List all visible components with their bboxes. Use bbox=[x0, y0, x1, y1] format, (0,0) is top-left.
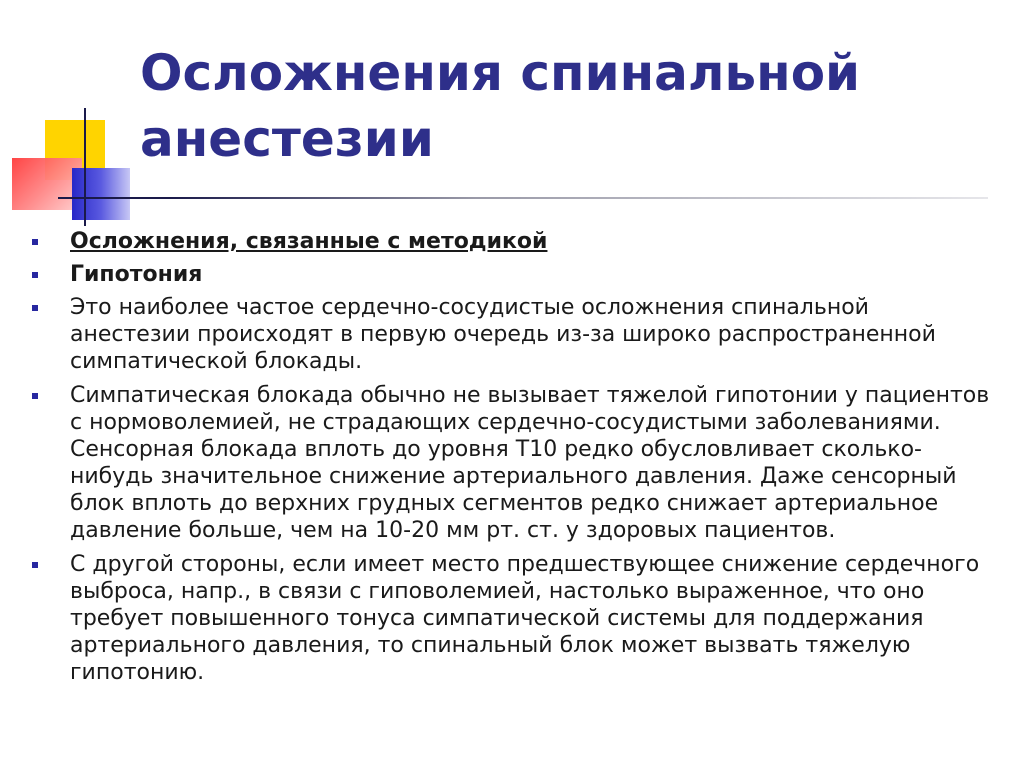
bullet-text: Симпатическая блокада обычно не вызывает тяжелой гипотонии у пациентов с нормоволемией, не страдающих сердечно-сосудистыми заболеваниями. Сенсорная блокада вплоть до уровня Т10 редко обусловливает сколько-нибудь значительное снижение артериального давления. Даже сенсорный блок вплоть до верхних грудных сегментов редко снижает артериальное давление больше, чем на 10-20 мм рт. ст. у здоровых пациентов. bbox=[70, 383, 990, 543]
bullet-item bbox=[30, 228, 990, 255]
decorative-vertical-line bbox=[84, 108, 86, 226]
slide-title: Осложнения спинальной анестезии bbox=[140, 44, 861, 168]
bullet-item bbox=[30, 382, 990, 544]
bullet-text: Осложнения, связанные с методикой bbox=[70, 229, 548, 254]
square-bullet-icon bbox=[32, 393, 38, 399]
bullet-item bbox=[30, 551, 990, 686]
bullet-text: Гипотония bbox=[70, 262, 203, 287]
bullet-text: Это наиболее частое сердечно-сосудистые осложнения спинальной анестезии происходят в первую очередь из-за широко распространенной симпатической блокады. bbox=[70, 295, 936, 374]
bullet-item bbox=[30, 294, 990, 375]
title-underline-rule bbox=[58, 197, 988, 199]
square-bullet-icon bbox=[32, 239, 38, 245]
square-bullet-icon bbox=[32, 305, 38, 311]
square-bullet-icon bbox=[32, 272, 38, 278]
square-bullet-icon bbox=[32, 562, 38, 568]
bullet-item bbox=[30, 261, 990, 288]
bullet-list bbox=[30, 228, 990, 693]
decorative-blue-square bbox=[72, 168, 130, 220]
bullet-text: С другой стороны, если имеет место предшествующее снижение сердечного выброса, напр., в связи с гиповолемией, настолько выраженное, что оно требует повышенного тонуса симпатической системы для поддержания артериального давления, то спинальный блок может вызвать тяжелую гипотонию. bbox=[70, 552, 980, 685]
